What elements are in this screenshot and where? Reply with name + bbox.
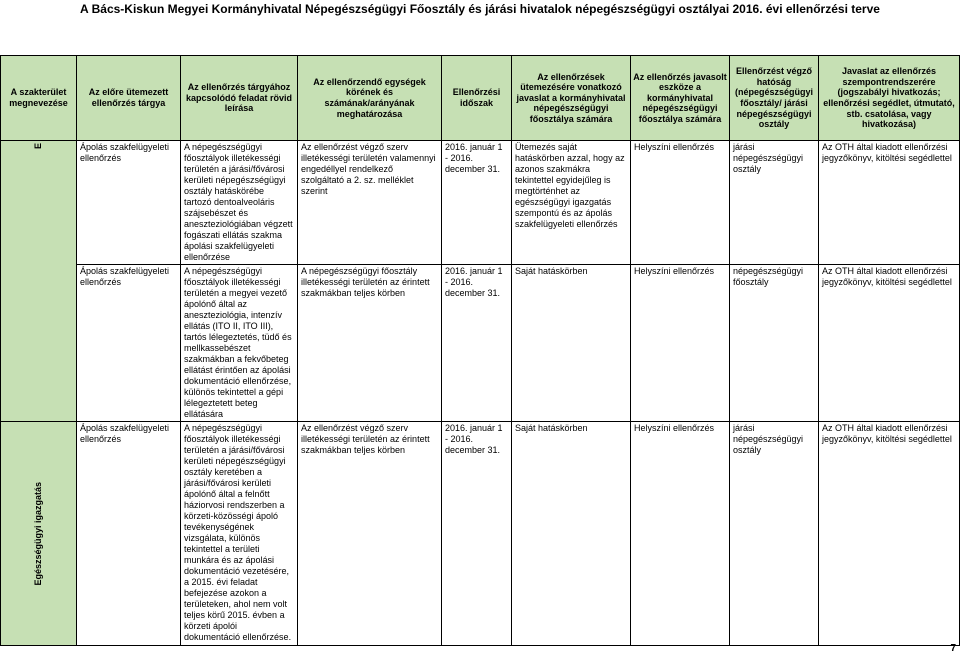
header-row [1, 56, 960, 141]
cell-authority: népegészségügyi főosztály [730, 265, 819, 422]
page-number: 7 [950, 643, 956, 654]
cell-criteria: Az OTH által kiadott ellenőrzési jegyzőkönyv, kitöltési segédlettel [819, 265, 960, 422]
cell-subject: Ápolás szakfelügyeleti ellenőrzés [77, 422, 181, 646]
header-authority: Ellenőrzést végző hatóság (népegészségügyi főosztály/ járási népegészségügyi osztály [730, 56, 819, 141]
cell-period: 2016. január 1 - 2016. december 31. [442, 265, 512, 422]
cell-description: A népegészségügyi főosztályok illetékességi területén a járási/fővárosi kerületi népegészségügyi osztály hatáskörébe tartozó dentoalveoláris szájsebészet és aneszteziológiában végzett fogászati ellátás szakma ápolási szakfelügyeleti ellenőrzése [181, 141, 298, 265]
cell-tool: Helyszíni ellenőrzés [631, 141, 730, 265]
section-cell-top [1, 141, 77, 422]
section-cell [1, 422, 77, 646]
section-label-top: E [33, 143, 43, 150]
cell-description: A népegészségügyi főosztályok illetékességi területén a járási/fővárosi kerületi népegészségügyi osztály keretében a járási/fővárosi kerületi ápolónő által a felnőtt háziorvosi rendszerben a körzeti-közösségi ápoló tevékenységének vizsgálata, különös tekintettel a területi munkára és az ápolási dokumentáció vezetésére, a 2015. évi feladat befejezése azokon a területeken, ahol nem volt teljes körű 2015. évben a körzeti ápolói dokumentáció ellenőrzése. [181, 422, 298, 646]
cell-authority: járási népegészségügyi osztály [730, 141, 819, 265]
page-title: A Bács-Kiskun Megyei Kormányhivatal Népegészségügyi Főosztály és járási hivatalok népegészségügyi osztályai 2016. évi ellenőrzési terve [80, 2, 880, 16]
table-row [1, 141, 960, 265]
cell-schedule: Ütemezés saját hatáskörben azzal, hogy az azonos szakmákra tekintettel egyidejűleg is megtörténhet az egészségügyi igazgatás szempontú és az ápolás szakfelügyeleti ellenőrzés [512, 141, 631, 265]
header-area: A szakterület megnevezése [1, 56, 77, 141]
header-tool: Az ellenőrzés javasolt eszköze a kormányhivatal népegészségügyi főosztálya számára [631, 56, 730, 141]
inspection-plan-table [0, 55, 960, 646]
cell-subject: Ápolás szakfelügyeleti ellenőrzés [77, 265, 181, 422]
cell-units: Az ellenőrzést végző szerv illetékességi területén az érintett szakmákban teljes körben [298, 422, 442, 646]
cell-schedule: Saját hatáskörben [512, 422, 631, 646]
header-subject: Az előre ütemezett ellenőrzés tárgya [77, 56, 181, 141]
cell-schedule: Saját hatáskörben [512, 265, 631, 422]
header-units: Az ellenőrzendő egységek körének és számának/arányának meghatározása [298, 56, 442, 141]
cell-period: 2016. január 1 - 2016. december 31. [442, 141, 512, 265]
cell-units: Az ellenőrzést végző szerv illetékességi területén valamennyi engedéllyel rendelkező szolgáltató a 2. sz. melléklet szerint [298, 141, 442, 265]
cell-tool: Helyszíni ellenőrzés [631, 265, 730, 422]
cell-period: 2016. január 1 - 2016. december 31. [442, 422, 512, 646]
cell-criteria: Az OTH által kiadott ellenőrzési jegyzőkönyv, kitöltési segédlettel [819, 422, 960, 646]
section-label: Egészségügyi igazgatás [33, 481, 43, 586]
table-row [1, 265, 960, 422]
cell-authority: járási népegészségügyi osztály [730, 422, 819, 646]
cell-description: A népegészségügyi főosztályok illetékességi területén a megyei vezető ápolónő által az aneszteziológia, intenzív ellátás (ITO II, ITO III), tartós lélegeztetés, tüdő és mellkassebészet szakmákban a fekvőbeteg ellátást érintően az ápolási dokumentáció ellenőrzése, különös tekintettel a gépi lélegeztetett beteg ellátására [181, 265, 298, 422]
cell-criteria: Az OTH által kiadott ellenőrzési jegyzőkönyv, kitöltési segédlettel [819, 141, 960, 265]
cell-tool: Helyszíni ellenőrzés [631, 422, 730, 646]
header-description: Az ellenőrzés tárgyához kapcsolódó feladat rövid leírása [181, 56, 298, 141]
cell-units: A népegészségügyi főosztály illetékességi területén az érintett szakmákban teljes körben [298, 265, 442, 422]
table-row [1, 422, 960, 646]
header-schedule: Az ellenőrzések ütemezésére vonatkozó javaslat a kormányhivatal népegészségügyi főosztálya számára [512, 56, 631, 141]
header-period: Ellenőrzési időszak [442, 56, 512, 141]
header-criteria: Javaslat az ellenőrzés szempontrendszerére (jogszabályi hivatkozás; ellenőrzési segédlet, útmutató, stb. csatolása, vagy hivatkozása) [819, 56, 960, 141]
cell-subject: Ápolás szakfelügyeleti ellenőrzés [77, 141, 181, 265]
